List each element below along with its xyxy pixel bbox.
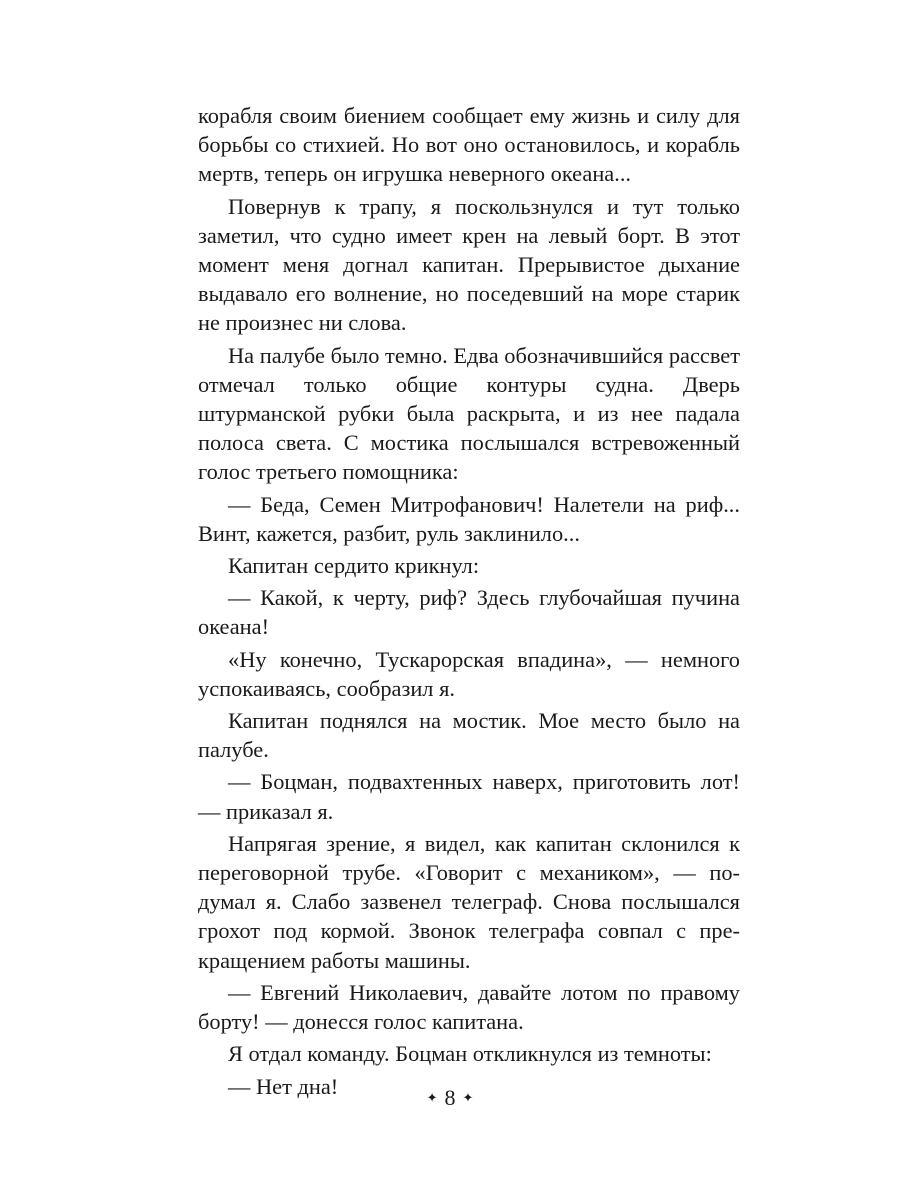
paragraph-continued: корабля своим биением сообщает ему жизнь и силу для борьбы со стихией. Но вот оно остановилось, и корабль мертв, теперь он игрушка неверного океана... xyxy=(198,103,740,187)
paragraph: Капитан поднялся на мостик. Мое место было на палубе. xyxy=(198,708,740,763)
page-number-footer xyxy=(0,1083,900,1115)
dialogue-line: — Евгений Николаевич, давайте лотом по правому борту! — донесся голос капитана. xyxy=(198,979,740,1035)
diamond-ornament-icon: ✦ xyxy=(462,1089,474,1105)
paragraph: «Ну конечно, Тускарорская впадина», — немного успокаиваясь, сообразил я. xyxy=(198,646,740,701)
dialogue-line: — Боцман, подвахтенных наверх, приготовить лот! — приказал я. xyxy=(198,769,740,824)
paragraph: Я отдал команду. Боцман откликнулся из темноты: xyxy=(228,1041,712,1067)
dialogue-line: — Какой, к черту, риф? Здесь глубочайшая пучина океана! xyxy=(198,585,740,640)
paragraph: Напрягая зрение, я видел, как капитан склонился к переговорной трубе. «Говорит с механиком», — подумал я. Слабо зазвенел телеграф. Снова послышался грохот под кормой. Звонок телеграфа совпал с прекращением работы машины. xyxy=(198,830,740,973)
paragraph: Повернув к трапу, я поскользнулся и тут только заметил, что судно имеет крен на левый борт. В этот момент меня догнал капитан. Прерывистое дыхание выдавало его волнение, но поседевший на море старик не произнес ни слова. xyxy=(198,193,740,336)
paragraph: Капитан сердито крикнул: xyxy=(228,553,480,579)
diamond-ornament-icon: ✦ xyxy=(426,1089,438,1105)
dialogue-line: — Беда, Семен Митрофанович! Налетели на риф... Винт, кажется, разбит, руль заклинило... xyxy=(198,491,740,546)
dialogue-line: — Нет дна! xyxy=(228,1073,339,1099)
body-text xyxy=(198,101,740,1104)
paragraph: На палубе было темно. Едва обозначившийся рассвет отмечал только общие контуры судна. Дверь штурманской рубки была раскрыта, и из нее падала полоса света. С мостика послышался встревоженный голос третьего помощника: xyxy=(198,342,740,485)
page-number: 8 xyxy=(444,1085,456,1110)
